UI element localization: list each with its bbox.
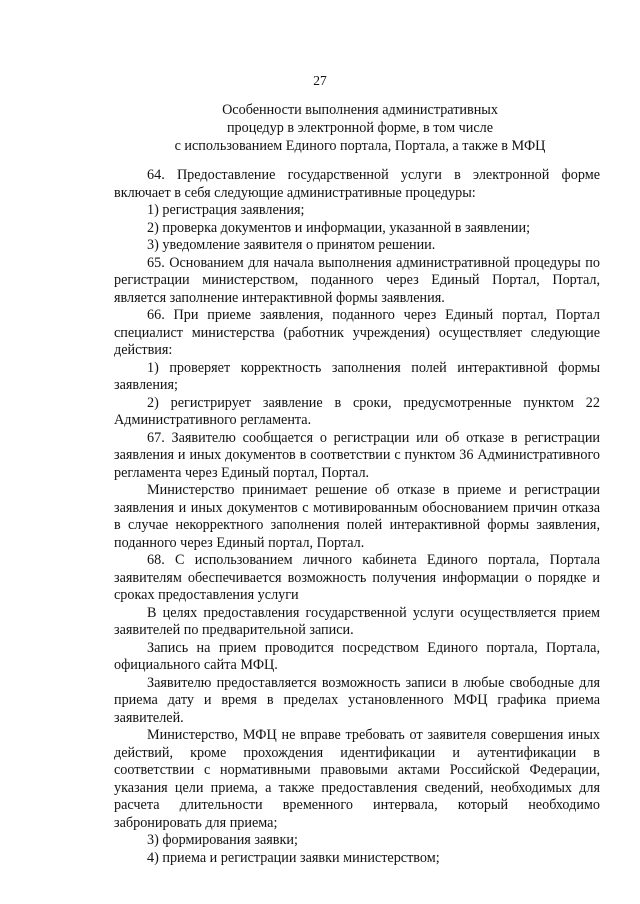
paragraph: 67. Заявителю сообщается о регистрации или об отказе в регистрации заявления и иных документов в соответствии с пунктом 36 Административного регламента через Единый портал, Портал. [114,429,600,481]
paragraph: Министерство, МФЦ не вправе требовать от заявителя совершения иных действий, кроме прохождения идентификации и аутентификации в соответствии с нормативными правовыми актами Российской Федерации, указания цели приема, а также предоставления сведений, необходимых для расчета длительности временного интервала, который необходимо забронировать для приема; [114,727,600,831]
paragraph: Заявителю предоставляется возможность записи в любые свободные для приема дату и время в пределах установленного МФЦ графика приема заявителей. [114,674,600,726]
page-number: 27 [313,73,327,88]
paragraph: 2) проверка документов и информации, указанной в заявлении; [147,219,531,236]
paragraph: 4) приема и регистрации заявки министерством; [147,849,440,866]
paragraph: 1) регистрация заявления; [147,202,305,218]
section-heading [110,101,610,155]
heading-line: Особенности выполнения административных [222,102,498,118]
document-body [114,167,600,867]
paragraph: Запись на прием проводится посредством Единого портала, Портала, официального сайта МФЦ. [114,639,600,673]
paragraph: Министерство принимает решение об отказе в приеме и регистрации заявления и иных документов с мотивированным обоснованием причин отказа в случае некорректного заполнения полей интерактивной формы заявления, поданного через Единый портал, Портал. [114,482,600,551]
heading-line: процедур в электронной форме, в том числе [226,120,494,136]
paragraph: 65. Основанием для начала выполнения административной процедуры по регистрации министерством, поданного через Единый Портал, Портал, является заполнение интерактивной формы заявления. [114,254,600,306]
paragraph: 66. При приеме заявления, поданного через Единый портал, Портал специалист министерства (работник учреждения) осуществляет следующие действия: [114,307,600,358]
paragraph: 3) уведомление заявителя о принятом решении. [147,237,436,253]
paragraph: 68. С использованием личного кабинета Единого портала, Портала заявителям обеспечивается возможность получения информации о порядке и сроках предоставления услуги [114,552,600,603]
paragraph: 3) формирования заявки; [147,832,298,848]
paragraph: 2) регистрирует заявление в сроки, предусмотренные пунктом 22 Административного регламента. [114,394,600,428]
paragraph: 64. Предоставление государственной услуги в электронной форме включает в себя следующие административные процедуры: [114,167,600,201]
paragraph: 1) проверяет корректность заполнения полей интерактивной формы заявления; [114,359,600,393]
paragraph: В целях предоставления государственной услуги осуществляется прием заявителей по предварительной записи. [114,604,600,638]
heading-line: с использованием Единого портала, Портала, а также в МФЦ [174,138,546,154]
